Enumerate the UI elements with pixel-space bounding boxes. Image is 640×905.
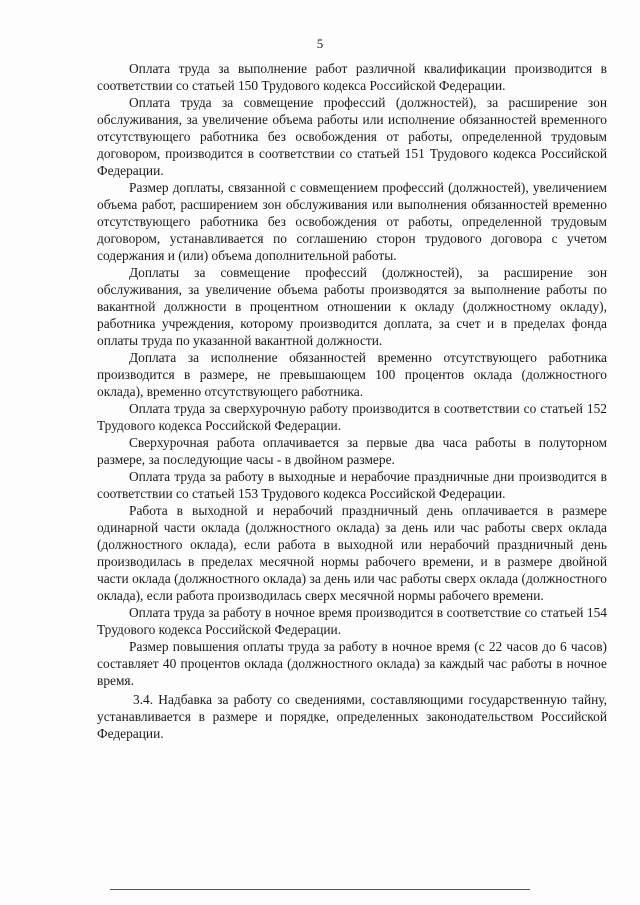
paragraph: Оплата труда за работу в выходные и нерабочие праздничные дни производится в соответствии со статьей 153 Трудового кодекса Российской Федерации. — [97, 469, 607, 501]
paragraph: Доплата за исполнение обязанностей временно отсутствующего работника производится в размере, не превышающем 100 процентов оклада (должностного оклада), временно отсутствующего работника. — [97, 350, 607, 399]
section-paragraph: 3.4. Надбавка за работу со сведениями, составляющими государственную тайну, устанавливается в размере и порядке, определенных законодательством Российской Федерации. — [97, 692, 607, 741]
document-body — [97, 60, 607, 742]
paragraph: Оплата труда за выполнение работ различной квалификации производится в соответствии со статьей 150 Трудового кодекса Российской Федерации. — [97, 61, 607, 93]
paragraph: Оплата труда за работу в ночное время производится в соответствие со статьей 154 Трудового кодекса Российской Федерации. — [97, 605, 607, 637]
bottom-rule — [110, 889, 530, 890]
paragraph: Доплаты за совмещение профессий (должностей), за расширение зон обслуживания, за увеличение объема работы производятся за выполнение работы по вакантной должности в процентном отношении к окладу (должностному окладу), работника учреждения, которому производится доплата, за счет и в пределах фонда оплаты труда по указанной вакантной должности. — [97, 265, 607, 348]
paragraph: Оплата труда за сверхурочную работу производится в соответствии со статьей 152 Трудового кодекса Российской Федерации. — [97, 401, 607, 433]
page-number: 5 — [316, 36, 324, 51]
paragraph: Размер повышения оплаты труда за работу в ночное время (с 22 часов до 6 часов) составляет 40 процентов оклада (должностного оклада) за каждый час работы в ночное время. — [97, 639, 607, 688]
paragraph: Оплата труда за совмещение профессий (должностей), за расширение зон обслуживания, за увеличение объема работы или исполнение обязанностей временного отсутствующего работника без освобождения от работы, определенной трудовым договором, производится в соответствии со статьей 151 Трудового кодекса Российской Федерации. — [97, 95, 607, 178]
paragraph: Работа в выходной и нерабочий праздничный день оплачивается в размере одинарной части оклада (должностного оклада) за день или час работы сверх оклада (должностного оклада), если работа в выходной или нерабочий праздничный день производилась в пределах месячной нормы рабочего времени, и в размере двойной части оклада (должностного оклада) за день или час работы сверх оклада (должностного оклада), если работа производилась сверх месячной нормы рабочего времени. — [97, 503, 607, 603]
paragraph: Размер доплаты, связанной с совмещением профессий (должностей), увеличением объема работ, расширением зон обслуживания или выполнения обязанностей временно отсутствующего работника без освобождения от работы, определенной трудовым договором, устанавливается по соглашению сторон трудового договора с учетом содержания и (или) объема дополнительной работы. — [97, 180, 607, 263]
paragraph: Сверхурочная работа оплачивается за первые два часа работы в полуторном размере, за последующие часы - в двойном размере. — [97, 435, 607, 467]
